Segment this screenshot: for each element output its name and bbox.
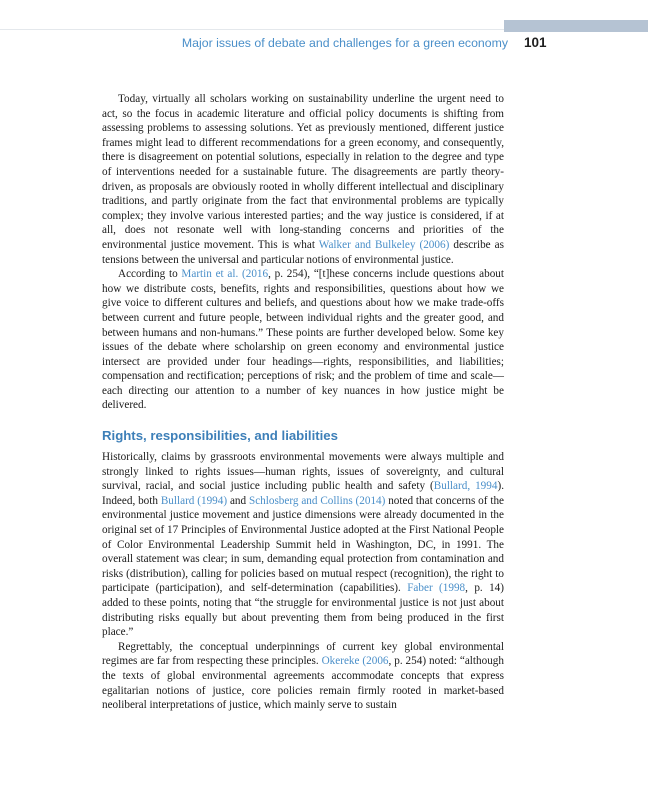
- body-text: [102, 92, 504, 713]
- paragraph-2: [102, 267, 504, 413]
- paragraph-3-text-e: , p. 14) added to these points, noting that “the struggle for environmental justice is not just about distributing risks equally but about preventing them from being produced in the first place.”: [102, 582, 504, 639]
- paragraph-1-text-a: Today, virtually all scholars working on sustainability underline the urgent need to act, so the focus in academic literature and official policy documents is shifting from assessing problems to assessing solutions. Yet as previously mentioned, different justice frames might lead to different recommendations for a green economy, and consequently, there is disagreement on potential solutions, especially in relation to the degree and type of interventions needed for a sustainable future. The disagreements are partly theory-driven, as proposals are obviously rooted in wholly different intellectual and disciplinary traditions, and partly originate from the fact that environmental problems are typically complex; they involve various interested parties; and the way justice is considered, if at all, does not resonate well with long-standing concerns and priorities of the environmental justice movement. This is what: [102, 93, 504, 251]
- paragraph-3-text-d: noted that concerns of the environmental justice movement and justice dimensions were already documented in the original set of 17 Principles of Environmental Justice adopted at the First National People of Color Environmental Leadership Summit held in Washington, DC, in 1991. The overall statement was clear; in sum, demanding equal protection from contamination and risks (distribution), calling for policies based on mutual respect (recognition), the right to participate (participation), and self-determination (capabilities).: [102, 494, 505, 595]
- citation-bullard-1994-a[interactable]: Bullard, 1994: [433, 480, 498, 493]
- citation-okereke[interactable]: Okereke (2006: [321, 655, 389, 668]
- paragraph-1: [102, 92, 504, 267]
- citation-schlosberg-collins[interactable]: Schlosberg and Collins (2014): [248, 494, 386, 507]
- citation-faber[interactable]: Faber (1998: [407, 582, 466, 595]
- paragraph-4-text-a: Regrettably, the conceptual underpinnings of current key global environmental regimes are far from respecting these principles.: [102, 640, 504, 668]
- paragraph-4-text-b: , p. 254) noted: “although the texts of global environmental agreements accommodate concepts that express egalitarian notions of justice, core policies remain firmly rooted in market-based neoliberal interpretations of justice, which mainly serve to sustain: [102, 655, 504, 712]
- citation-walker-bulkeley[interactable]: Walker and Bulkeley (2006): [318, 238, 450, 251]
- paragraph-3-text-a: Historically, claims by grassroots environmental movements were always multiple and strongly linked to rights issues—human rights, issues of sovereignty, and cultural survival, racial, and social justice including public health and safety (: [102, 451, 504, 493]
- section-heading: Rights, responsibilities, and liabilities: [102, 428, 338, 444]
- paragraph-2-text-a: According to: [118, 268, 182, 281]
- paragraph-3: [102, 450, 504, 640]
- paragraph-4: [102, 640, 504, 713]
- citation-martin[interactable]: Martin et al. (2016: [181, 268, 269, 281]
- page-number: 101: [524, 35, 547, 50]
- header-rule: [0, 29, 504, 30]
- paragraph-1-text-b: describe as tensions between the universal and particular notions of environmental justice.: [102, 238, 504, 266]
- paragraph-2-text-b: , p. 254), “[t]hese concerns include questions about how we distribute costs, benefits, rights and responsibilities, questions about how we give voice to different cultures and beliefs, and questions about how we make trade-offs between current and future people, between individual rights and the greater good, and between humans and non-humans.” These points are further developed below. Some key issues of the debate where scholarship on green economy and environmental justice intersect are provided under four headings—rights, responsibilities, and liabilities; compensation and rectification; perceptions of risk; and the problem of time and scale—each directing our attention to a number of key nuances in how justice might be delivered.: [102, 268, 505, 412]
- citation-bullard-1994-b[interactable]: Bullard (1994): [160, 494, 228, 507]
- header-corner-band: [504, 20, 648, 32]
- paragraph-3-text-c: and: [227, 494, 249, 507]
- running-head: Major issues of debate and challenges for a green economy: [181, 36, 508, 50]
- paragraph-3-text-b: ). Indeed, both: [102, 480, 504, 507]
